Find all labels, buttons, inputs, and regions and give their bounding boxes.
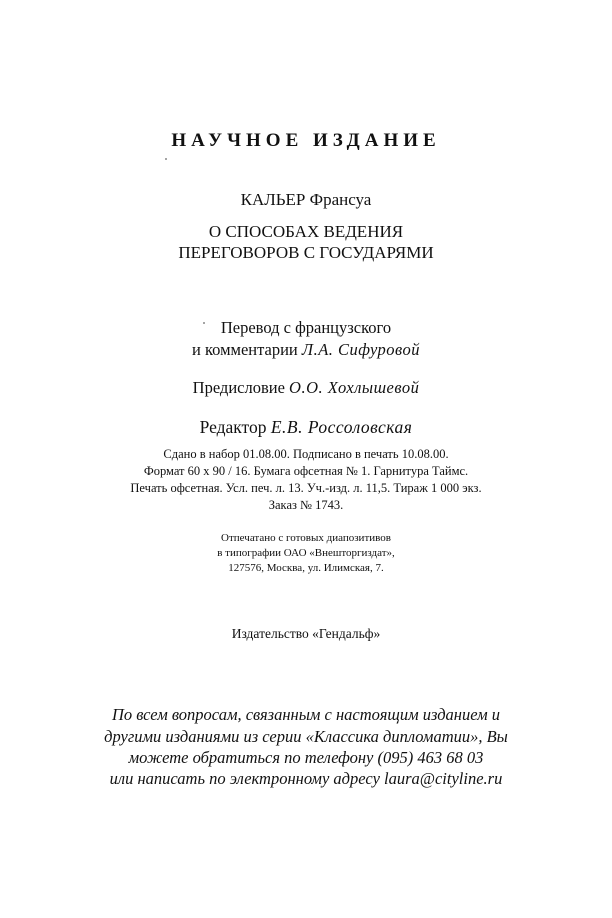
contact-line: По всем вопросам, связанным с настоящим изданием и bbox=[111, 705, 501, 724]
foreword-author-name: О.О. Хохлышевой bbox=[289, 378, 420, 397]
contact-line: можете обратиться по телефону (095) 463 68 03 bbox=[128, 748, 484, 767]
translation-credit-prefix: и комментарии bbox=[192, 340, 302, 359]
contact-line: другими изданиями из серии «Классика дипломатии», Вы bbox=[104, 727, 508, 746]
editor-credit-prefix: Редактор bbox=[199, 417, 271, 437]
printer-line: в типографии ОАО «Внешторгиздат», bbox=[217, 547, 395, 559]
translation-credit-line-1: Перевод с французского bbox=[220, 318, 392, 337]
printer-line: 127576, Москва, ул. Илимская, 7. bbox=[228, 562, 384, 574]
translation-credit-line-2 bbox=[0, 340, 612, 360]
editor-credit bbox=[0, 417, 612, 438]
imprint-line: Заказ № 1743. bbox=[268, 498, 344, 512]
foreword-credit-prefix: Предисловие bbox=[192, 378, 290, 397]
book-title-line-2: ПЕРЕГОВОРОВ С ГОСУДАРЯМИ bbox=[178, 243, 434, 262]
print-speck bbox=[165, 158, 167, 160]
contact-line: или написать по электронному адресу laura@cityline.ru bbox=[109, 769, 503, 788]
author-name: КАЛЬЕР Франсуа bbox=[240, 190, 372, 209]
editor-name: Е.В. Россоловская bbox=[270, 417, 413, 437]
foreword-credit bbox=[0, 378, 612, 398]
book-title-line-1: О СПОСОБАХ ВЕДЕНИЯ bbox=[208, 222, 404, 241]
imprint-line: Сдано в набор 01.08.00. Подписано в печать 10.08.00. bbox=[163, 447, 449, 461]
translator-name: Л.А. Сифуровой bbox=[301, 340, 420, 359]
imprint-line: Печать офсетная. Усл. печ. л. 13. Уч.-изд. л. 11,5. Тираж 1 000 экз. bbox=[130, 481, 482, 495]
series-label: НАУЧНОЕ ИЗДАНИЕ bbox=[171, 130, 441, 151]
imprint-line: Формат 60 х 90 / 16. Бумага офсетная № 1. Гарнитура Таймс. bbox=[143, 464, 469, 478]
publisher-name: Издательство «Гендальф» bbox=[231, 626, 381, 641]
printer-line: Отпечатано с готовых диапозитивов bbox=[221, 532, 391, 544]
